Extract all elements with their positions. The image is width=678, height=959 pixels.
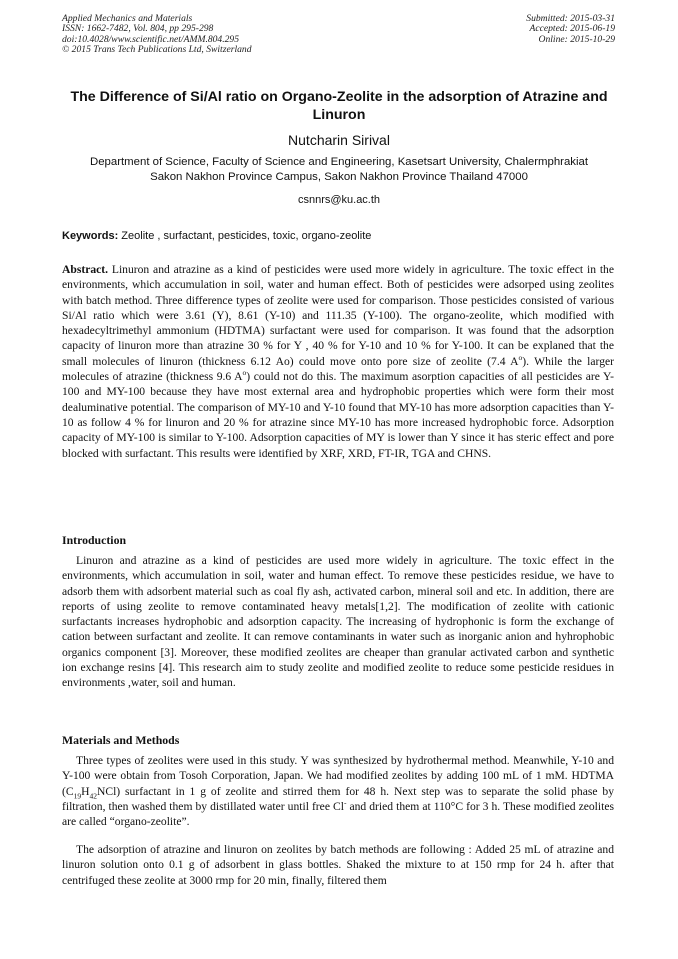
subscript: 42 <box>89 790 97 800</box>
abstract <box>62 262 614 461</box>
section-heading-materials-methods: Materials and Methods <box>62 733 180 747</box>
superscript: - <box>343 798 347 808</box>
journal-name: Applied Mechanics and Materials <box>62 13 193 24</box>
superscript: o <box>242 368 247 378</box>
abstract-text: ). While the larger molecules of atrazine (thickness 9.6 A <box>62 354 614 384</box>
keywords <box>62 229 616 243</box>
superscript: o <box>518 352 523 362</box>
subscript: 19 <box>73 790 82 800</box>
methods-paragraph <box>62 753 614 829</box>
online-date: Online: 2015-10-29 <box>538 33 615 45</box>
methods-text: NCl) surfactant in 1 g of zeolite and stirred them for 48 h. Next step was to separate the solid phase by filtration, then washed them by distillated water until free Cl <box>62 784 614 813</box>
submitted-date: Submitted: 2015-03-31 <box>526 13 615 24</box>
methods-paragraph: The adsorption of atrazine and linuron on zeolites by batch methods are following : Added 25 mL of atrazine and linuron solution onto 0.1 g of adsorbent in glass bottles. Shaked the mixture to at 150 rmp for 24 h. after that centrifuged these zeolite at 3000 rmp for 20 min, finally, filtered them <box>62 843 614 887</box>
publication-info <box>62 14 252 56</box>
keywords-text: Zeolite , surfactant, pesticides, toxic, organo-zeolite <box>118 230 372 242</box>
section-heading-introduction: Introduction <box>62 533 127 547</box>
introduction-paragraph: Linuron and atrazine as a kind of pesticides are used more widely in agriculture. The toxic effect in the environments, which accumulation in soil, water and human effect. To remove these pesticides residue, we have to adsorb them with adsorbent material such as coal fly ash, activated carbon, mineral soil and etc. In addition, there are reports of using zeolite to remove contaminated heavy metals[1,2]. The modification of zeolite with cationic surfactants increases hydrophobic and adsorption capacity. The increasing of hydrophonic is form the exchange of cation between surfactant and zeolite. It can remove contaminants in water such as inorganic anion and hyhrophobic organics component [3]. Moreover, these modified zeolites are cheaper than granular activated carbon and synthetic ion exchange resins [4]. This research aim to study zeolite and modified zeolite to reduce some pesticide residues in environments ,water, soil and human. <box>62 554 614 690</box>
abstract-label: Abstract. <box>62 263 109 276</box>
issn-line: ISSN: 1662-7482, Vol. 804, pp 295-298 <box>62 23 214 35</box>
methods-text: Three types of zeolites were used in this study. Y was synthesized by hydrothermal method. Meanwhile, Y-10 and Y-100 were obtain from Tosoh Corporation, Japan. We had modified zeolites by adding 100 mL of 1 mM. HDTMA (C <box>62 754 614 798</box>
methods-text: and dried them at 110°C for 3 h. These modified zeolites are called “organo-zeolite”. <box>62 799 614 829</box>
publication-dates <box>526 14 615 45</box>
abstract-text: Linuron and atrazine as a kind of pesticides were used more widely in agriculture. The toxic effect in the environments, which accumulation in soil, water and human effect. Both of pesticides were adsorped using zeolites with batch method. Three difference types of zeolite were used for comparison. Those pesticides consisted of various Si/Al ratio which were 3.61 (Y), 8.61 (Y-10) and 111.35 (Y-100). The organo-zeolite, which modified with hexadecyltrimethyl ammonium (HDTMA) surfactant were used for comparison. It was found that the adsorption capacity of linuron more than atrazine 30 % for Y , 40 % for Y-10 and 10 % for Y-100. It can be explaned that the small molecules of linuron (thickness 6.12 Ao) could move onto pore size of zeolite (7.4 A <box>62 263 614 368</box>
doi-line: doi:10.4028/www.scientific.net/AMM.804.295 <box>62 33 240 45</box>
affiliation-line: Sakon Nakhon Province Campus, Sakon Nakhon Province Thailand 47000 <box>150 171 528 183</box>
copyright-line: © 2015 Trans Tech Publications Ltd, Switzerland <box>62 44 252 56</box>
author-email: csnnrs@ku.ac.th <box>297 194 381 206</box>
affiliation <box>62 155 616 185</box>
paper-title: The Difference of Si/Al ratio on Organo-Zeolite in the adsorption of Atrazine and Linuron <box>70 89 608 123</box>
methods-text: H <box>81 784 90 798</box>
accepted-date: Accepted: 2015-06-19 <box>529 23 615 35</box>
keywords-label: Keywords: <box>62 230 119 242</box>
author-name: Nutcharin Sirival <box>288 132 390 148</box>
abstract-text: ) could not do this. The maximum asorption capacities of all pesticides are Y-100 and MY-100 because they have most external area and hydrophobic properties which were form their most dealuminative potential. The comparison of MY-10 and Y-10 found that MY-10 has more adsorption capacities than Y-10 as follow 4 % for linuron and 20 % for atrazine since MY-10 has more increased hydrophobic force. Adsorption capacity of MY-100 is similar to Y-100. Adsorption capacities of MY is lower than Y since it has steric effect and pore blocked with surfactant. This results were identified by XRF, XRD, FT-IR, TGA and CHNS. <box>62 370 614 460</box>
affiliation-line: Department of Science, Faculty of Science and Engineering, Kasetsart University, Chalermphrakiat <box>89 156 589 168</box>
